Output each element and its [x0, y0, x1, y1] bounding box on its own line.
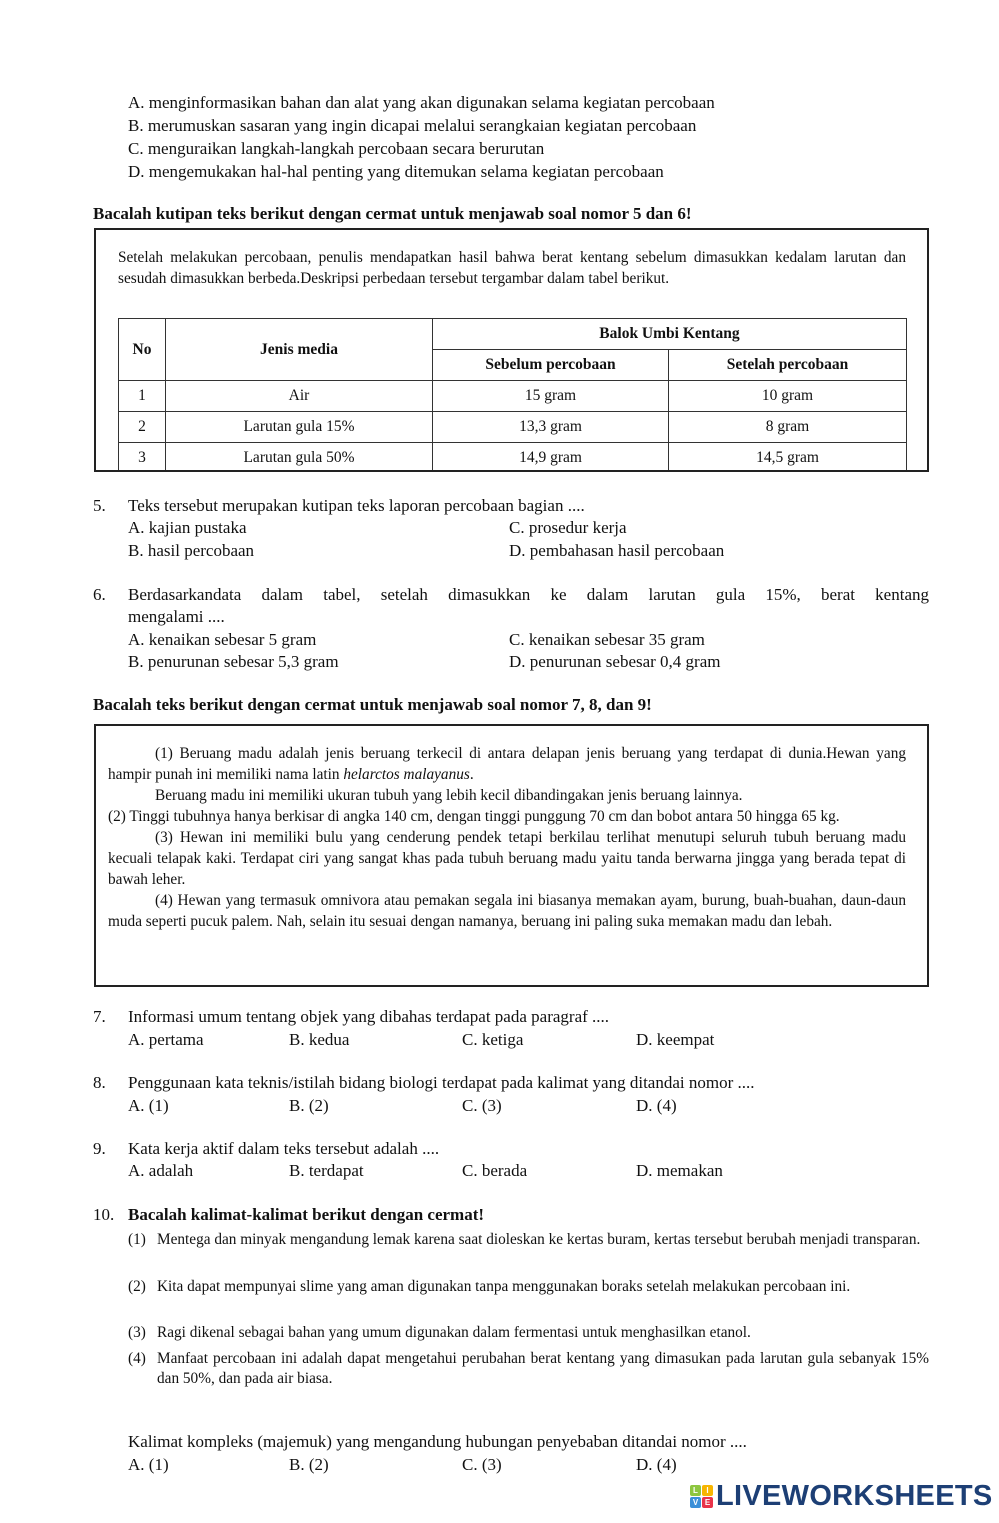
q7-number: 7. — [93, 1007, 106, 1026]
q8-text: Penggunaan kata teknis/istilah bidang biologi terdapat pada kalimat yang ditandai nomor .... — [128, 1073, 755, 1092]
paragraph-1 — [108, 743, 906, 785]
item-text: Manfaat percobaan ini adalah dapat mengetahui perubahan berat kentang yang dimasukan pada larutan gula sebanyak 15% dan 50%, dan pada air biasa. — [157, 1350, 929, 1387]
header-group: Balok Umbi Kentang — [433, 319, 907, 350]
q6-text-cont: mengalami .... — [128, 607, 225, 626]
cell: 14,5 gram — [669, 443, 907, 473]
q10-option-a[interactable]: A. (1) — [128, 1455, 169, 1474]
cell: Larutan gula 15% — [166, 412, 433, 443]
paragraph-4: (4) Hewan yang termasuk omnivora atau pemakan segala ini biasanya memakan ayam, burung, buah-buahan, daun-daun muda seperti pucuk palem. Nah, selain itu sesuai dengan namanya, beruang ini paling suka memakan madu dan lebah. — [108, 892, 906, 930]
cell: Air — [166, 381, 433, 412]
potato-table — [118, 318, 907, 472]
q8-option-a[interactable]: A. (1) — [128, 1096, 169, 1115]
q6-option-d[interactable]: D. penurunan sebesar 0,4 gram — [509, 652, 721, 671]
item-number: (2) — [128, 1278, 146, 1295]
table-row — [119, 443, 907, 473]
q6-option-b[interactable]: B. penurunan sebesar 5,3 gram — [128, 652, 339, 671]
table-row — [119, 381, 907, 412]
header-media: Jenis media — [166, 319, 433, 381]
q5-number: 5. — [93, 496, 106, 515]
cell: 1 — [119, 381, 166, 412]
q8-option-b[interactable]: B. (2) — [289, 1096, 329, 1115]
q9-option-c[interactable]: C. berada — [462, 1161, 528, 1180]
q5-option-c[interactable]: C. prosedur kerja — [509, 518, 627, 537]
sun-bear-text — [108, 743, 906, 932]
excerpt-box-1 — [94, 228, 929, 472]
q4-option-a[interactable]: A. menginformasikan bahan dan alat yang akan digunakan selama kegiatan percobaan — [128, 93, 715, 112]
q5-text: Teks tersebut merupakan kutipan teks laporan percobaan bagian .... — [128, 496, 585, 515]
tile-e: E — [702, 1497, 713, 1508]
q7-text: Informasi umum tentang objek yang dibahas terdapat pada paragraf .... — [128, 1007, 610, 1026]
q9-number: 9. — [93, 1139, 106, 1158]
logo-text: LIVEWORKSHEETS — [716, 1480, 993, 1512]
q6-option-c[interactable]: C. kenaikan sebesar 35 gram — [509, 630, 705, 649]
cell: 13,3 gram — [433, 412, 669, 443]
q10-option-c[interactable]: C. (3) — [462, 1455, 502, 1474]
q8-number: 8. — [93, 1073, 106, 1092]
item-text: Kita dapat mempunyai slime yang aman digunakan tanpa menggunakan boraks setelah melakukan percobaan ini. — [157, 1278, 851, 1295]
section-heading-7-9: Bacalah teks berikut dengan cermat untuk menjawab soal nomor 7, 8, dan 9! — [93, 695, 652, 714]
item-number: (3) — [128, 1324, 146, 1341]
q9-option-a[interactable]: A. adalah — [128, 1161, 194, 1180]
q5-option-a[interactable]: A. kajian pustaka — [128, 518, 247, 537]
q6-option-a[interactable]: A. kenaikan sebesar 5 gram — [128, 630, 317, 649]
liveworksheets-logo — [690, 1480, 993, 1513]
item-text: Mentega dan minyak mengandung lemak karena saat dioleskan ke kertas buram, kertas tersebut berubah menjadi transparan. — [157, 1231, 921, 1248]
q10-item-1 — [128, 1230, 929, 1250]
q10-item-2 — [128, 1277, 929, 1297]
q4-option-d[interactable]: D. mengemukakan hal-hal penting yang ditemukan selama kegiatan percobaan — [128, 162, 664, 181]
p1-end: . — [469, 766, 474, 783]
q7-option-a[interactable]: A. pertama — [128, 1030, 204, 1049]
table-row — [119, 412, 907, 443]
q6-number: 6. — [93, 585, 106, 604]
q7-option-b[interactable]: B. kedua — [289, 1030, 350, 1049]
tile-i: I — [702, 1485, 713, 1496]
excerpt-box-2 — [94, 724, 929, 987]
cell: 10 gram — [669, 381, 907, 412]
q10-item-3 — [128, 1323, 929, 1343]
cell: 8 gram — [669, 412, 907, 443]
header-no: No — [119, 319, 166, 381]
q8-option-c[interactable]: C. (3) — [462, 1096, 502, 1115]
q10-question: Kalimat kompleks (majemuk) yang mengandung hubungan penyebaban ditandai nomor .... — [128, 1432, 747, 1451]
item-number: (4) — [128, 1350, 146, 1367]
header-after: Setelah percobaan — [669, 350, 907, 381]
cell: 14,9 gram — [433, 443, 669, 473]
paragraph-3: (3) Hewan ini memiliki bulu yang cenderung pendek tetapi berkilau terlihat menutupi seluruh tubuh beruang madu kecuali telapak kaki. Terdapat ciri yang sangat khas pada tubuh beruang madu yaitu tanda berwarna jingga yang berada tepat di bawah leher. — [108, 829, 906, 888]
excerpt-text: Setelah melakukan percobaan, penulis mendapatkan hasil bahwa berat kentang sebelum dimasukkan kedalam larutan dan sesudah dimasukkan berbeda.Deskripsi perbedaan tersebut tergambar dalam tabel berikut. — [118, 249, 906, 287]
q10-number: 10. — [93, 1205, 115, 1224]
section-heading-5-6: Bacalah kutipan teks berikut dengan cermat untuk menjawab soal nomor 5 dan 6! — [93, 204, 692, 223]
q9-text: Kata kerja aktif dalam teks tersebut adalah .... — [128, 1139, 440, 1158]
q10-item-4 — [128, 1349, 929, 1389]
item-number: (1) — [128, 1231, 146, 1248]
item-text: Ragi dikenal sebagai bahan yang umum digunakan dalam fermentasi untuk menghasilkan etanol. — [157, 1324, 751, 1341]
q4-option-c[interactable]: C. menguraikan langkah-langkah percobaan secara berurutan — [128, 139, 545, 158]
q9-option-b[interactable]: B. terdapat — [289, 1161, 364, 1180]
q10-option-d[interactable]: D. (4) — [636, 1455, 677, 1474]
q9-option-d[interactable]: D. memakan — [636, 1161, 723, 1180]
header-before: Sebelum percobaan — [433, 350, 669, 381]
q8-option-d[interactable]: D. (4) — [636, 1096, 677, 1115]
q10-option-b[interactable]: B. (2) — [289, 1455, 329, 1474]
cell: Larutan gula 50% — [166, 443, 433, 473]
q7-option-c[interactable]: C. ketiga — [462, 1030, 524, 1049]
cell: 2 — [119, 412, 166, 443]
q6-text: Berdasarkandata dalam tabel, setelah dimasukkan ke dalam larutan gula 15%, berat kentang — [128, 585, 929, 604]
paragraph-2b: (2) Tinggi tubuhnya hanya berkisar di angka 140 cm, dengan tinggi punggung 70 cm dan bobot antara 50 hingga 65 kg. — [108, 808, 840, 825]
logo-tiles-icon — [690, 1485, 713, 1508]
q7-option-d[interactable]: D. keempat — [636, 1030, 715, 1049]
q5-option-b[interactable]: B. hasil percobaan — [128, 541, 255, 560]
q10-instruction: Bacalah kalimat-kalimat berikut dengan cermat! — [128, 1205, 485, 1224]
cell: 15 gram — [433, 381, 669, 412]
p1-text: (1) Beruang madu adalah jenis beruang terkecil di antara delapan jenis beruang yang terdapat di dunia.Hewan yang hampir punah ini memiliki nama latin — [108, 745, 906, 783]
tile-l: L — [690, 1485, 701, 1496]
tile-v: V — [690, 1497, 701, 1508]
cell: 3 — [119, 443, 166, 473]
q4-option-b[interactable]: B. merumuskan sasaran yang ingin dicapai melalui serangkaian kegiatan percobaan — [128, 116, 697, 135]
q5-option-d[interactable]: D. pembahasan hasil percobaan — [509, 541, 725, 560]
latin-name: helarctos malayanus — [343, 766, 470, 783]
paragraph-2a: Beruang madu ini memiliki ukuran tubuh yang lebih kecil dibandingakan jenis beruang lainnya. — [155, 787, 743, 804]
